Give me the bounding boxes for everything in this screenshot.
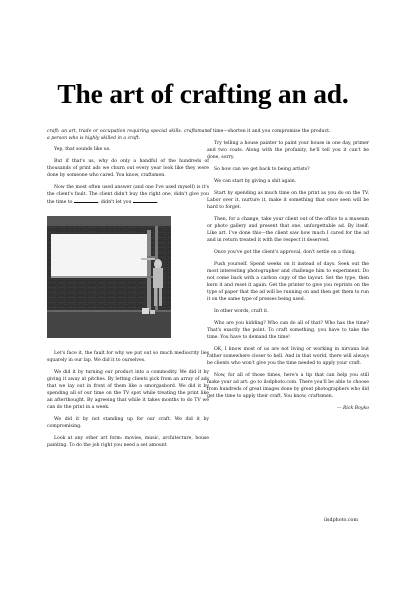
body-paragraph: We can start by giving a shit again. bbox=[214, 179, 297, 184]
body-paragraph: So how can we get back to being artists? bbox=[214, 167, 310, 172]
blank-line bbox=[133, 198, 157, 203]
right-column bbox=[207, 128, 369, 417]
body-paragraph: Then, for a change, take your client out of the office to a museum or photo gallery and present that one, unforgettable ad. By itself. Like art. I've done this—the client saw how much I cared for the ad and in return treated it with the respect it deserved. bbox=[207, 217, 369, 243]
body-paragraph bbox=[47, 184, 209, 206]
body-paragraph: But if that's us, why do only a handful of the hundreds of thousands of print ads we churn out every year look like they were done by someone who cared. You know, craftsmen. bbox=[47, 159, 209, 178]
body-paragraph: of time—shorten it and you compromise the product. bbox=[207, 129, 331, 134]
headline: The art of crafting an ad. bbox=[57, 78, 349, 109]
definition-paragraph bbox=[47, 128, 209, 142]
footer-url[interactable]: ilsdphoto.com bbox=[323, 518, 358, 523]
painter-photo bbox=[47, 216, 171, 338]
body-paragraph: We did it by turning our product into a commodity. We did it by giving it away at pitches. By letting clients pick from an array of ads that we lay out in front of them like a smorgasbord. We did it by spending all of our time on the TV spot while treating the print like an afterthought. By agreeing that while it takes months to do TV we can do the print in a week. bbox=[47, 370, 209, 410]
body-paragraph: Let's face it, the fault for why we put out so much mediocrity lies squarely in our lap. We did it to ourselves. bbox=[47, 351, 209, 363]
body-paragraph: Now, for all of those times, here's a tip that can help you still make your ad art: go to ilsdphoto.com. There you'll be able to choose from hundreds of great images done by great photographers who did get the time to apply their craft. You know, craftsmen. bbox=[207, 373, 369, 399]
body-paragraph: Push yourself. Spend weeks on it instead of days. Seek out the most interesting photographer and challenge him to experiment. Do not come back with a carbon copy of the layout. Set the type, then kern it and reset it again. Get the printer to give you reprints on the type of paper that the ad will be running on and then get them to run it on the same type of presses being used. bbox=[207, 262, 369, 302]
body-paragraph: Try telling a house painter to paint your house in one day, primer and two coats. Along with the profanity, he'll tell you it can't be done, sorry. bbox=[207, 141, 369, 160]
body-text: , didn't let you bbox=[97, 200, 132, 205]
signature: — Rick Boyko bbox=[336, 406, 369, 411]
body-paragraph: OK, I know most of us are not living or working in nirvana but rather somewhere closer to hell. And in that world, there will always be clients who won't give you the time needed to apply your craft. bbox=[207, 347, 369, 366]
body-paragraph: Once you've got the client's approval, don't settle on a thing. bbox=[214, 250, 356, 255]
body-paragraph: Who are you kidding? Who can do all of that? Who has the time? That's exactly the point. To craft something, you have to take the time. You have to demand the time! bbox=[207, 321, 369, 340]
body-paragraph: We did it by not standing up for our craft. We did it by compromising. bbox=[47, 417, 209, 429]
body-paragraph: In other words, craft it. bbox=[214, 309, 269, 314]
body-text: Now the most often used answer (and one I've used myself) is it's the client's fault. The client didn't buy the right one, didn't give you the time to bbox=[47, 185, 209, 205]
body-text: . bbox=[157, 200, 159, 205]
body-paragraph: Look at any other art form: movies, music, architecture, house painting. To do the job right you need a set amount bbox=[47, 436, 209, 448]
body-paragraph: Yep, that sounds like us. bbox=[54, 147, 111, 152]
body-paragraph: Start by spending as much time on the print as you do on the TV. Labor over it, nurture it, make it something that once seen will be hard to forget. bbox=[207, 191, 369, 210]
definition-term: craft: bbox=[47, 129, 60, 134]
painter-photo-icon bbox=[47, 216, 171, 338]
blank-line bbox=[74, 198, 98, 203]
definition-text: an art, trade or occupation requiring special skills. craftsman: a person who is highly skilled in a craft. bbox=[47, 129, 209, 141]
left-column bbox=[47, 128, 209, 454]
